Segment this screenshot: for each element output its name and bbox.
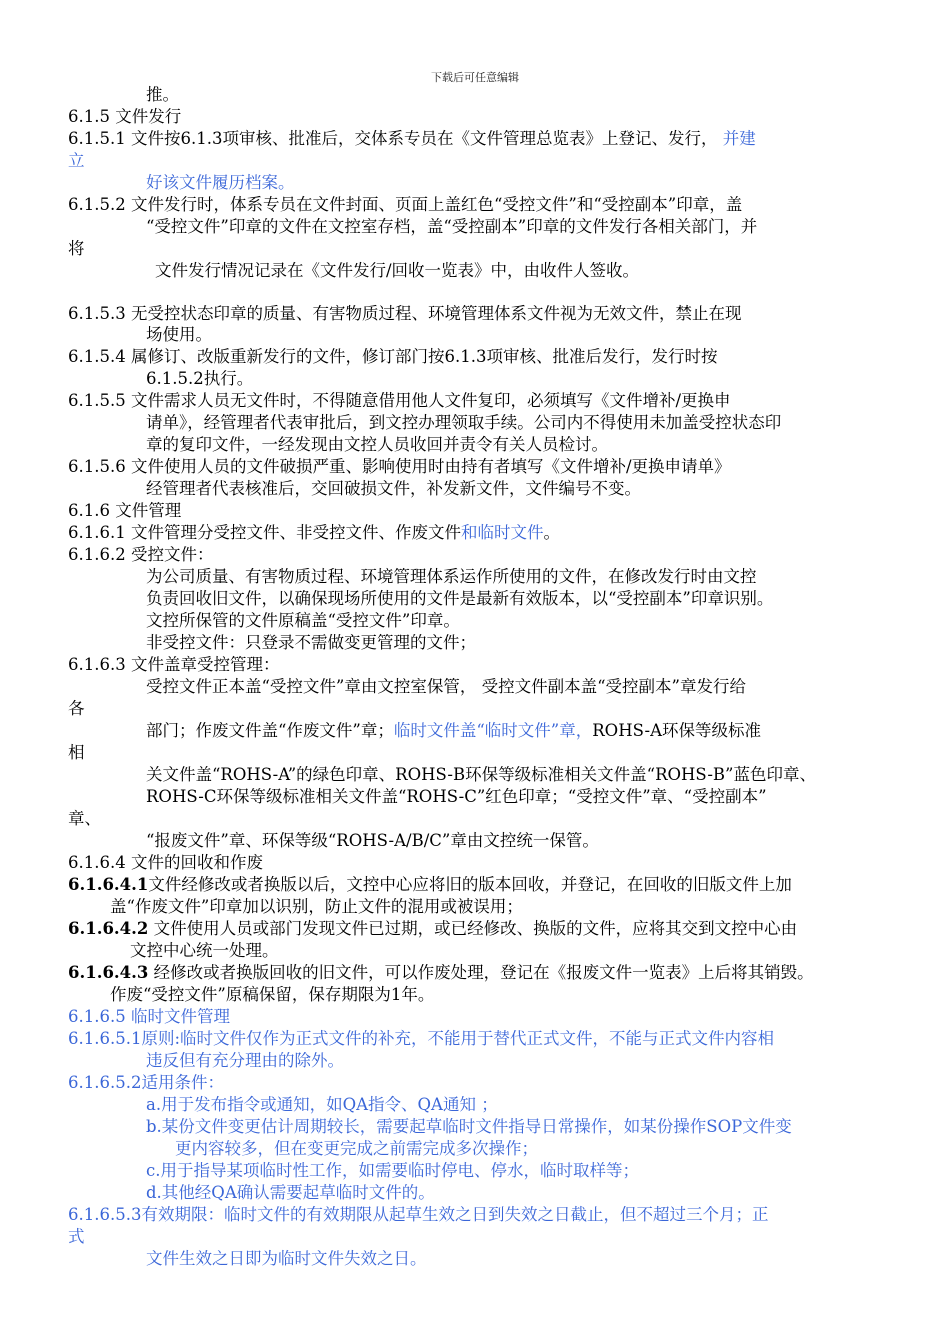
text-line xyxy=(155,260,639,282)
text-line xyxy=(68,390,731,412)
text-line xyxy=(146,676,746,698)
text-line xyxy=(68,303,741,325)
line-text: 文件发行情况记录在《文件发行/回收一览表》中，由收件人签收。 xyxy=(155,261,640,280)
text-line xyxy=(68,1028,774,1050)
text-line xyxy=(68,742,85,764)
highlighted-text: 违反但有充分理由的除外。 xyxy=(146,1051,344,1070)
text-line xyxy=(68,918,797,940)
text-line xyxy=(110,896,523,918)
line-text: 请单》，经管理者代表审批后，到文控办理领取手续。公司内不得使用未加盖受控状态印 xyxy=(146,413,782,432)
text-line xyxy=(146,588,773,610)
text-line xyxy=(68,128,756,150)
text-line xyxy=(146,1094,498,1116)
text-line xyxy=(130,940,279,962)
line-text: 6.1.5.5 文件需求人员无文件时，不得随意借用他人文件复印，必须填写《文件增补/更换申 xyxy=(68,391,731,410)
text-line xyxy=(68,194,742,216)
text-line xyxy=(146,1182,435,1204)
highlighted-text: 6.1.6.5.3有效期限：临时文件的有效期限从起草生效之日到失效之日截止，但不超过三个月；正 xyxy=(68,1205,769,1224)
line-text: 场使用。 xyxy=(146,325,212,344)
text-line xyxy=(68,698,85,720)
highlighted-text: a.用于发布指令或通知，如QA指令、QA通知 ； xyxy=(146,1095,498,1114)
text-line xyxy=(146,566,757,588)
highlighted-text: 6.1.6.5 临时文件管理 xyxy=(68,1007,230,1026)
text-line xyxy=(68,1226,85,1248)
text-line xyxy=(68,852,263,874)
text-line xyxy=(68,1006,230,1028)
text-line xyxy=(146,1160,639,1182)
text-line xyxy=(68,106,181,128)
text-line xyxy=(68,1072,224,1094)
text-line xyxy=(68,522,560,544)
highlighted-text: c.用于指导某项临时性工作，如需要临时停电、停水，临时取样等； xyxy=(146,1161,639,1180)
line-text: 推。 xyxy=(146,85,179,104)
highlighted-text: 并建 xyxy=(717,129,756,148)
line-text: 非受控文件：只登录不需做变更管理的文件； xyxy=(146,633,476,652)
line-text: 6.1.5.1 文件按6.1.3项审核、批准后，交体系专员在《文件管理总览表》上登记、发行， xyxy=(68,129,718,148)
text-line xyxy=(68,544,213,566)
text-line xyxy=(68,654,279,676)
text-line xyxy=(146,216,757,238)
highlighted-text: 立 xyxy=(68,151,85,170)
highlighted-text: d.其他经QA确认需要起草临时文件的。 xyxy=(146,1183,435,1202)
text-line xyxy=(146,1248,427,1270)
highlighted-text: 6.1.6.5.2适用条件： xyxy=(68,1073,224,1092)
line-text: 6.1.6.4 文件的回收和作废 xyxy=(68,853,263,872)
line-text: 章的复印文件，一经发现由文控人员收回并责令有关人员检讨。 xyxy=(146,435,608,454)
text-line xyxy=(146,172,295,194)
line-text: 6.1.5.2执行。 xyxy=(146,369,254,388)
text-line xyxy=(146,324,212,346)
text-line xyxy=(175,1138,538,1160)
line-text: 负责回收旧文件，以确保现场所使用的文件是最新有效版本，以“受控副本”印章识别。 xyxy=(146,589,774,608)
text-line xyxy=(146,368,253,390)
text-line xyxy=(146,632,476,654)
text-line xyxy=(146,478,641,500)
line-text: ROHS-C环保等级标准相关文件盖“ROHS-C”红色印章；“受控文件”章、“受控副本” xyxy=(146,787,767,806)
text-line xyxy=(68,238,85,260)
line-text: 6.1.6.4.1 xyxy=(68,875,149,894)
line-text: 6.1.6.4.2 xyxy=(68,919,149,938)
line-text: 文控中心统一处理。 xyxy=(130,941,279,960)
line-text: ROHS-A环保等级标准 xyxy=(592,721,761,740)
line-text: 文件使用人员或部门发现文件已过期，或已经修改、换版的文件，应将其交到文控中心由 xyxy=(148,919,798,938)
text-line xyxy=(146,830,599,852)
highlighted-text: 临时文件盖“临时文件”章， xyxy=(393,721,593,740)
highlighted-text: 好该文件履历档案。 xyxy=(146,173,295,192)
line-text: 6.1.6.1 文件管理分受控文件、非受控文件、作废文件 xyxy=(68,523,461,542)
line-text: “受控文件”印章的文件在文控室存档，盖“受控副本”印章的文件发行各相关部门，并 xyxy=(146,217,758,236)
line-text: 经管理者代表核准后，交回破损文件，补发新文件，文件编号不变。 xyxy=(146,479,641,498)
line-text: 盖“作废文件”印章加以识别，防止文件的混用或被误用； xyxy=(110,897,523,916)
line-text: 6.1.6.2 受控文件： xyxy=(68,545,214,564)
line-text: 为公司质量、有害物质过程、环境管理体系运作所使用的文件，在修改发行时由文控 xyxy=(146,567,757,586)
line-text: 6.1.6.4.3 xyxy=(68,963,149,982)
text-line xyxy=(68,808,101,830)
line-text: 6.1.5.3 无受控状态印章的质量、有害物质过程、环境管理体系文件视为无效文件，禁止在现 xyxy=(68,304,742,323)
line-text: 相 xyxy=(68,743,85,762)
text-line xyxy=(146,84,179,106)
line-text: 经修改或者换版回收的旧文件，可以作废处理，登记在《报废文件一览表》上后将其销毁。 xyxy=(148,963,814,982)
text-line xyxy=(146,412,781,434)
line-text: 章、 xyxy=(68,809,101,828)
text-line xyxy=(68,456,731,478)
line-text: 6.1.5.6 文件使用人员的文件破损严重、影响使用时由持有者填写《文件增补/更换申请单》 xyxy=(68,457,731,476)
line-text: 关文件盖“ROHS-A”的绿色印章、ROHS-B环保等级标准相关文件盖“ROHS-B”蓝色印章、 xyxy=(146,765,816,784)
text-line xyxy=(68,874,792,896)
text-line xyxy=(146,764,816,786)
line-text: 文件经修改或者换版以后，文控中心应将旧的版本回收，并登记，在回收的旧版文件上加 xyxy=(148,875,792,894)
highlighted-text: b.某份文件变更估计周期较长，需要起草临时文件指导日常操作，如某份操作SOP文件变 xyxy=(146,1117,792,1136)
text-line xyxy=(146,434,608,456)
text-line xyxy=(68,150,85,172)
line-text: 6.1.5.2 文件发行时，体系专员在文件封面、页面上盖红色“受控文件”和“受控副本”印章，盖 xyxy=(68,195,743,214)
line-text: 部门；作废文件盖“作废文件”章； xyxy=(146,721,394,740)
line-text: “报废文件”章、环保等级“ROHS-A/B/C”章由文控统一保管。 xyxy=(146,831,599,850)
highlighted-text: 文件生效之日即为临时文件失效之日。 xyxy=(146,1249,427,1268)
line-text: 将 xyxy=(68,239,85,258)
highlighted-text: 更内容较多，但在变更完成之前需完成多次操作； xyxy=(175,1139,538,1158)
text-line xyxy=(146,1116,792,1138)
line-text: 6.1.5 文件发行 xyxy=(68,107,182,126)
text-line xyxy=(146,786,767,808)
text-line xyxy=(146,1050,344,1072)
text-line xyxy=(68,500,181,522)
line-text: 各 xyxy=(68,699,85,718)
line-text: 。 xyxy=(543,523,560,542)
highlighted-text: 和临时文件 xyxy=(460,523,544,542)
text-line xyxy=(110,984,434,1006)
highlighted-text: 6.1.6.5.1原则:临时文件仅作为正式文件的补充，不能用于替代正式文件，不能与正式文件内容相 xyxy=(68,1029,775,1048)
text-line xyxy=(146,610,460,632)
text-line xyxy=(68,346,717,368)
text-line xyxy=(146,720,761,742)
page-header: 下载后可任意编辑 xyxy=(431,71,519,84)
highlighted-text: 式 xyxy=(68,1227,85,1246)
text-line xyxy=(68,962,814,984)
line-text: 6.1.6.3 文件盖章受控管理： xyxy=(68,655,280,674)
line-text: 作废“受控文件”原稿保留，保存期限为1年。 xyxy=(110,985,435,1004)
line-text: 6.1.6 文件管理 xyxy=(68,501,182,520)
text-line xyxy=(68,1204,768,1226)
line-text: 6.1.5.4 属修订、改版重新发行的文件，修订部门按6.1.3项审核、批准后发行，发行时按 xyxy=(68,347,718,366)
line-text: 文控所保管的文件原稿盖“受控文件”印章。 xyxy=(146,611,460,630)
line-text: 受控文件正本盖“受控文件”章由文控室保管， 受控文件副本盖“受控副本”章发行给 xyxy=(146,677,746,696)
